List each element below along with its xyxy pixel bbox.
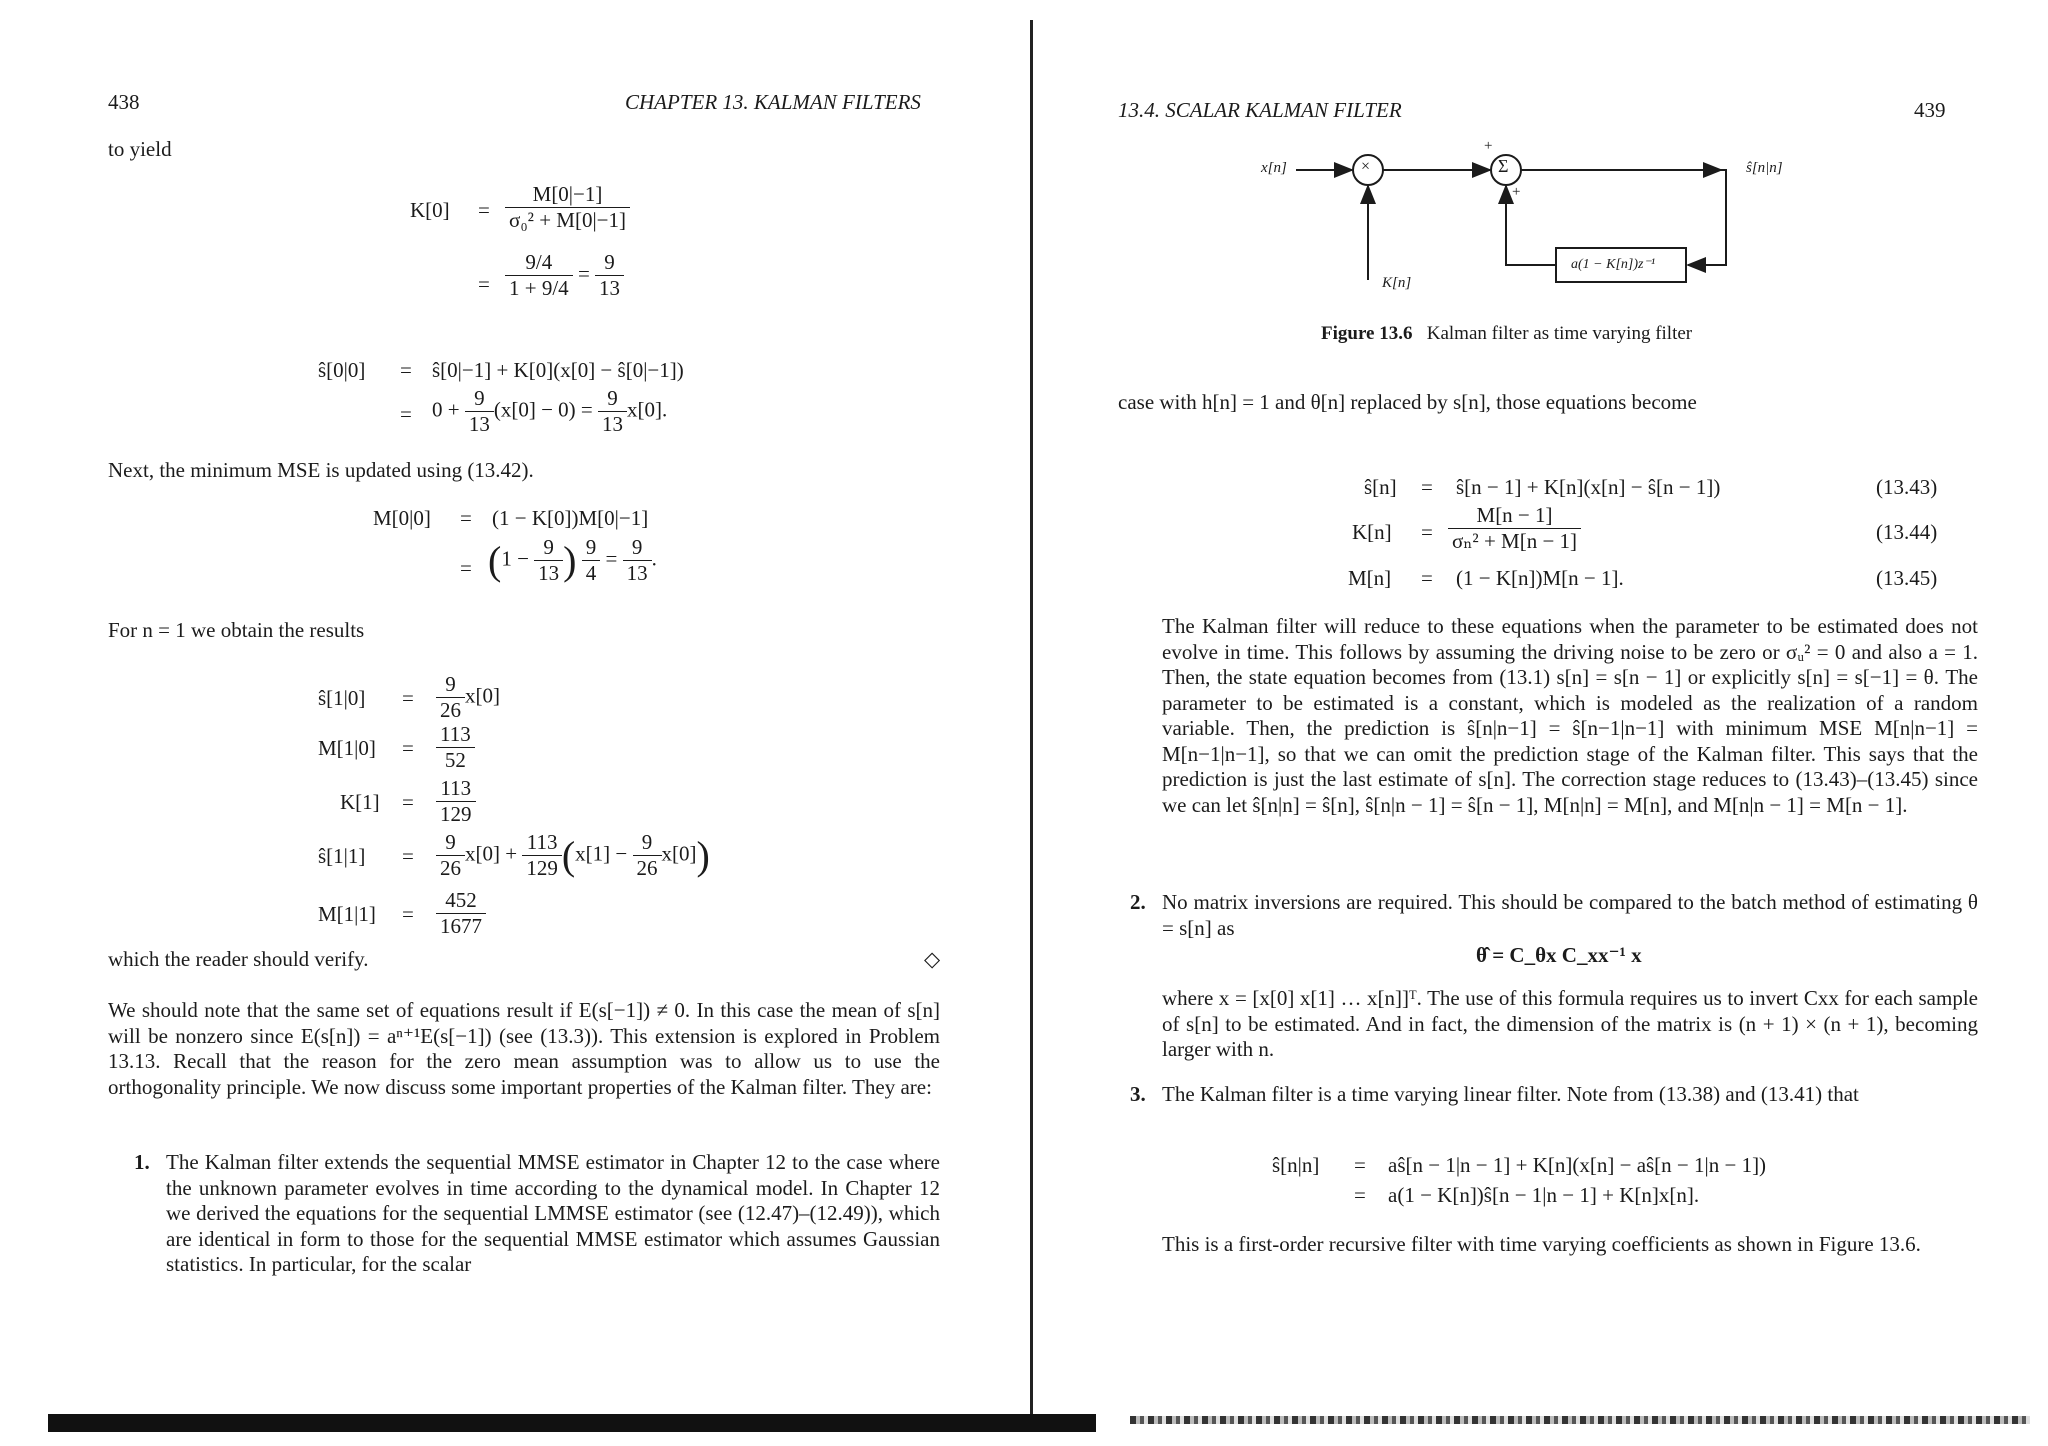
result-rhs: $\frac{9}{26}$ x[0] + $\frac{113}{129}$ (x[1] − $\frac{9}{26}$ x[0]) [436,830,710,881]
eq-snn-line1: aŝ[n − 1|n − 1] + K[n](x[n] − aŝ[n − 1|n − 1]) [1388,1153,1767,1177]
item2-text: No matrix inversions are required. This should be compared to the batch method of estimating θ = s[n] as [1162,890,1978,940]
eq1343-equals: = [1421,475,1433,499]
paragraph-reduce: The Kalman filter will reduce to these equations when the parameter to be estimated does not evolve in time. This follows by assuming the driving noise to be zero or σᵤ² = 0 and also a = 1. Then, the state equation becomes from (13.1) s[n] = s[n − 1] or explicitly s[n] = s[−1] = θ. The parameter to be estimated is a constant, which is modeled as the realization of a random variable. Then, the prediction is ŝ[n|n−1] = ŝ[n−1|n−1] with minimum MSE M[n|n−1] = M[n−1|n−1], so that we can omit the prediction stage of the Kalman filter. This says that the prediction is just the last estimate of s[n]. The correction stage reduces to (13.43)–(13.45) since we can let ŝ[n|n] = ŝ[n], ŝ[n|n − 1] = ŝ[n − 1], M[n|n] = M[n], and M[n|n − 1] = M[n − 1]. [1162,614,1978,817]
eq-m00-f3d: 13 [626,561,648,585]
end-diamond-icon: ◇ [924,947,941,971]
item1-text: The Kalman filter extends the sequential MMSE estimator in Chapter 12 to the case where the unknown parameter evolves in time according to the dynamical model. In Chapter 12 we derived the equations for the sequential LMMSE estimator (see (12.47)–(12.49)), which are identical in form to those for the sequential MMSE estimator which assumes Gaussian statistics. In particular, for the scalar [166,1150,940,1276]
eq1343-tag: (13.43) [1876,475,1938,499]
eq-m00-lhs: M[0|0] [373,506,431,530]
eq-s00-f2d: 13 [602,412,624,436]
result-rhs [436,776,476,827]
eq-snn-line2: a(1 − K[n])ŝ[n − 1|n − 1] + K[n]x[n]. [1388,1183,1700,1207]
result-den: 26 [440,698,461,722]
eq-snn-line2-equals: = [1354,1183,1366,1207]
eq-k0-l2-den: 1 + 9/4 [509,276,569,300]
eq-snn-lhs: ŝ[n|n] [1272,1153,1320,1177]
result-tail3: x[0] [661,841,697,866]
feedback-path-right [1688,170,1726,265]
result-num: 452 [436,888,486,914]
eq1345-rhs: (1 − K[n])M[n − 1]. [1456,566,1624,590]
eq1344-lhs: K[n] [1352,520,1392,544]
page-number-left: 438 [108,90,140,114]
eq1344-tag: (13.44) [1876,520,1938,544]
eq-m00-f2d: 4 [585,561,597,585]
result-tail2: x[1] − [575,841,628,866]
eq-s00-line2-equals: = [400,402,412,426]
result-den: 26 [440,856,461,880]
item3-number: 3. [1130,1082,1146,1106]
eq-m00-f1n: 9 [534,535,563,561]
eq1343-lhs: ŝ[n] [1364,475,1397,499]
eq1343-rhs: ŝ[n − 1] + K[n](x[n] − ŝ[n − 1]) [1456,475,1721,499]
for-n1-text: For n = 1 we obtain the results [108,618,365,642]
eq-s00-equals: = [400,358,412,382]
book-spine [1030,20,1033,1430]
eq-s00-lhs: ŝ[0|0] [318,358,366,382]
fig-gain-label: K[n] [1382,275,1412,291]
eq-k0-equals: = [478,198,490,222]
eq-s00-line1: ŝ[0|−1] + K[0](x[0] − ŝ[0|−1]) [432,358,684,382]
result-rhs [436,722,475,773]
fig-mult-symbol: × [1361,158,1371,175]
result-equals: = [402,902,414,926]
right-page [1036,0,2048,1446]
result-num: 113 [436,776,476,802]
eq1345-lhs: M[n] [1348,566,1392,590]
eq-k0-line2-equals: = [478,272,490,296]
figure-caption [1321,323,1692,345]
result-num: 113 [436,722,475,748]
eq-k0-l2-res-num: 9 [595,250,624,276]
result-rhs [436,672,500,723]
running-head-right: 13.4. SCALAR KALMAN FILTER [1118,98,1402,122]
item3-text: The Kalman filter is a time varying linear filter. Note from (13.38) and (13.41) that [1162,1082,1859,1106]
result-tail: x[0] [465,683,500,708]
eq-k0-line2: $\frac{9/4}{1 + 9/4}$ = $\frac{9}{13}$ [505,250,624,301]
page-number-right: 439 [1914,98,1946,122]
batch-estimator-eq: θ̂ = C_θx C_xx⁻¹ x [1476,943,1642,967]
eq-snn-equals: = [1354,1153,1366,1177]
result-lhs: ŝ[1|0] [318,686,366,710]
scan-edge-right [1130,1416,2030,1424]
result-num: 9 [436,830,465,856]
item2-number: 2. [1130,890,1146,914]
result-tail: x[0] + [465,841,518,866]
fig-plus-top: + [1484,138,1493,154]
eq-s00-l2d: x[0]. [627,397,668,422]
eq1344-den: σₙ² + M[n − 1] [1452,529,1578,553]
result-equals: = [402,790,414,814]
eq-k0-num: M[0|−1] [505,182,630,208]
running-head-left: CHAPTER 13. KALMAN FILTERS [625,90,921,114]
result-equals: = [402,736,414,760]
eq-k0-fraction [505,182,630,233]
eq-k0-den: σ₀² + M[0|−1] [509,208,626,232]
result-lhs: M[1|0] [318,736,376,760]
next-mse-text: Next, the minimum MSE is updated using (13.42). [108,458,534,482]
eq-m00-line2: (1 − $\frac{9}{13}$ ) $\frac{9}{4}$ = $\frac{9}{13}$ . [488,535,657,585]
eq-m00-f3n: 9 [623,535,652,561]
result-rhs [436,888,486,939]
result-den3: 26 [636,856,658,880]
eq-m00-line1: (1 − K[0])M[0|−1] [492,506,649,530]
item2-after: where x = [x[0] x[1] … x[n]]ᵀ. The use of this formula requires us to invert Cxx for each sample of s[n] to be estimated. And in fact, the dimension of the matrix is (n + 1) × (n + 1), becoming larger with n. [1162,986,1978,1061]
eq-m00-l2a: 1 − [501,546,529,571]
result-lhs: ŝ[1|1] [318,844,366,868]
eq-k0-l2-res-den: 13 [599,276,621,300]
eq-m00-f1d: 13 [538,561,560,585]
scan-edge-left [48,1414,1096,1432]
result-equals: = [402,844,414,868]
note-paragraph: We should note that the same set of equations result if E(s[−1]) ≠ 0. In this case the mean of s[n] will be nonzero since E(s[n]) = aⁿ⁺¹E(s[−1]) (see (13.3)). This extension is explored in Problem 13.13. Recall that the reason for the zero mean assumption was to allow us to use the orthogonality principle. We now discuss some important properties of the Kalman filter. They are: [108,998,940,1099]
fig-output-label: ŝ[n|n] [1746,160,1783,176]
eq-s00-f1d: 13 [468,412,490,436]
eq-s00-f1n: 9 [465,386,494,412]
eq1344-num: M[n − 1] [1448,503,1581,529]
result-lhs: M[1|1] [318,902,376,926]
eq-k0-lhs: K[0] [410,198,450,222]
eq1344-equals: = [1421,520,1433,544]
result-equals: = [402,686,414,710]
result-den: 52 [444,748,466,772]
fig-sum-symbol: Σ [1498,156,1509,176]
eq-k0-l2-num: 9/4 [505,250,573,276]
eq-s00-l2a: 0 + [432,397,460,422]
figure-caption-label: Figure 13.6 [1321,323,1413,344]
eq-m00-equals: = [460,506,472,530]
fig-feedback-label: a(1 − K[n])z⁻¹ [1571,257,1656,272]
result-den: 1677 [440,914,482,938]
eq1345-tag: (13.45) [1876,566,1938,590]
eq-s00-l2b: (x[0] − 0) = [493,397,593,422]
to-yield-text: to yield [108,137,172,161]
result-lhs: K[1] [340,790,380,814]
result-num: 9 [436,672,465,698]
verify-text: which the reader should verify. [108,947,369,971]
eq-m00-f2n: 9 [582,535,601,561]
item1-number: 1. [134,1150,150,1174]
eq-s00-line2 [432,386,667,437]
figure-caption-text: Kalman filter as time varying filter [1426,323,1693,344]
final-paragraph: This is a first-order recursive filter with time varying coefficients as shown in Figure 13.6. [1162,1232,1921,1256]
result-den2: 129 [526,856,558,880]
eq1344-frac [1448,503,1581,554]
fig-input-label: x[n] [1261,160,1287,176]
eq-s00-f2n: 9 [598,386,627,412]
result-den: 129 [440,802,472,826]
result-num3: 9 [633,830,662,856]
eq-m00-line2-equals: = [460,556,472,580]
result-num2: 113 [522,830,562,856]
case-text: case with h[n] = 1 and θ[n] replaced by s[n], those equations become [1118,390,1697,414]
fig-plus-bottom: + [1512,184,1521,200]
eq1345-equals: = [1421,566,1433,590]
